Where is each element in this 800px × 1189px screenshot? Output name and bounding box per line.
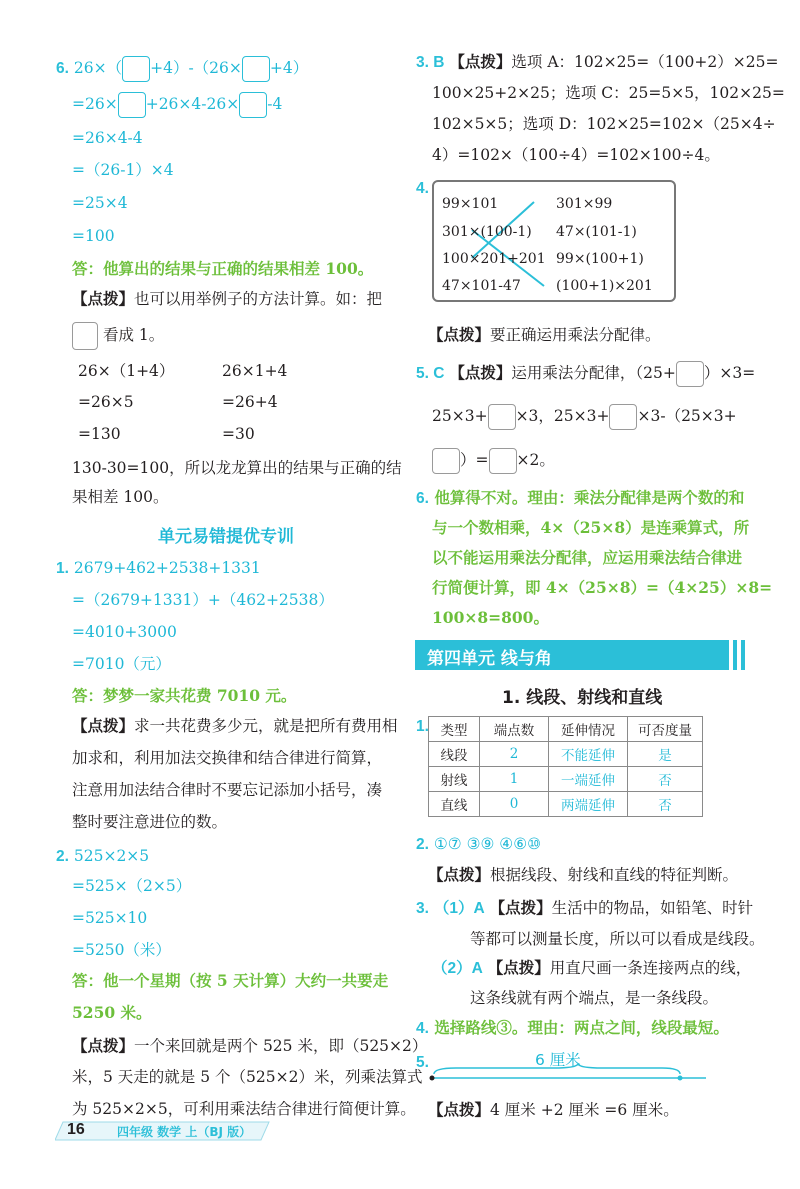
example-a-line2: =26×5: [78, 393, 134, 411]
q6-line1: 6. 26×（ +4）-（26× +4）: [56, 56, 308, 82]
r-t2-line: 2. ①⑦ ③⑨ ④⑥⑩: [416, 835, 541, 853]
e2-line4: =5250（米）: [72, 941, 171, 959]
r-t5-tip: 【点拨】4 厘米 +2 厘米 =6 厘米。: [428, 1100, 679, 1119]
segment-diagram: [426, 1064, 716, 1088]
q6-answer: 答：他算出的结果与正确的结果相差 100。: [72, 259, 374, 278]
table-header: 类型: [429, 717, 480, 742]
e1-tip-line4: 整时要注意进位的数。: [72, 813, 228, 831]
q6-line3: =26×4-4: [72, 129, 143, 147]
q6-conclusion-line2: 果相差 100。: [72, 488, 169, 506]
question-number: 3. B: [416, 54, 445, 71]
blank-box: [489, 448, 517, 474]
r-q6-line5: 100×8=800。: [432, 608, 549, 627]
question-number: 1.: [416, 718, 429, 735]
e2-tip-line2: 米，5 天走的就是 5 个（525×2）米，列乘法算式: [72, 1068, 423, 1086]
question-number: 4.: [416, 180, 429, 197]
question-number: 5.: [416, 1054, 429, 1071]
question-number: 2.: [416, 836, 429, 853]
blank-box: [239, 92, 267, 118]
r-q3-line2: 100×25+2×25；选项 C：25=5×5，102×25=: [432, 84, 785, 102]
r-q6-line2: 与一个数相乘，4×（25×8）是连乘算式，所: [432, 518, 750, 537]
q6-tip: 【点拨】也可以用举例子的方法计算。如：把: [72, 289, 383, 308]
blank-box: [432, 448, 460, 474]
section-title: 单元易错提优专训: [158, 527, 294, 547]
e2-answer-line1: 答：他一个星期（按 5 天计算）大约一共要走: [72, 971, 389, 990]
blank-box: [72, 322, 98, 350]
r-t3-p2: （2）A 【点拨】用直尺画一条连接两点的线，: [432, 958, 752, 977]
q6-conclusion-line1: 130-30=100，所以龙龙算出的结果与正确的结: [72, 459, 402, 477]
table-row: 直线 0 两端延伸 否: [429, 792, 703, 817]
blank-box: [118, 92, 146, 118]
table-header: 延伸情况: [549, 717, 628, 742]
book-title: 四年级 数学 上（BJ 版）: [117, 1125, 252, 1139]
line-type-table: [428, 716, 703, 817]
example-a-line3: =130: [78, 425, 121, 443]
e2-line3: =525×10: [72, 909, 148, 927]
r-q3-line4: 4）=102×（100÷4）=102×100÷4。: [432, 146, 720, 164]
question-number: 3.: [416, 900, 429, 917]
r-q6-line3: 以不能运用乘法分配律，应运用乘法结合律进: [432, 548, 743, 567]
r-q6-line1: 6. 他算得不对。理由：乘法分配律是两个数的和: [416, 488, 745, 507]
question-number: 5. C: [416, 365, 445, 382]
brace-label: 6 厘米: [535, 1051, 581, 1069]
r-t3-p1-line2: 等都可以测量长度，所以可以看成是线段。: [470, 930, 765, 948]
q6-line2: =26× +26×4-26× -4: [72, 92, 282, 118]
example-b-line3: =30: [222, 425, 255, 443]
match-left-item: 301×(100-1): [442, 224, 532, 240]
table-row: 射线 1 一端延伸 否: [429, 767, 703, 792]
r-t2-tip: 【点拨】根据线段、射线和直线的特征判断。: [428, 865, 739, 884]
e1-tip-line3: 注意用加法结合律时不要忘记添加小括号，凑: [72, 781, 383, 799]
match-left-item: 99×101: [442, 196, 499, 212]
example-b-line2: =26+4: [222, 393, 278, 411]
r-q4-label: [416, 178, 429, 199]
match-left-item: 100×201+201: [442, 251, 546, 267]
example-b-line1: 26×1+4: [222, 362, 288, 380]
table-header: 端点数: [480, 717, 549, 742]
question-number: 2.: [56, 848, 69, 865]
blank-box: [488, 404, 516, 430]
question-number: 1.: [56, 560, 69, 577]
r-q4-tip: 【点拨】要正确运用乘法分配律。: [428, 325, 661, 344]
match-right-item: 301×99: [556, 196, 613, 212]
table-row: 线段 2 不能延伸 是: [429, 742, 703, 767]
r-t3-p2-line2: 这条线就有两个端点，是一条线段。: [470, 989, 719, 1007]
blank-box: [122, 56, 150, 82]
e2-answer-line2: 5250 米。: [72, 1003, 152, 1022]
match-right-item: 99×(100+1): [556, 251, 644, 267]
r-t1-label: [416, 716, 429, 737]
e1-tip-line2: 加求和，利用加法交换律和结合律进行简算，: [72, 749, 383, 767]
r-t4-line: 4. 选择路线③。理由：两点之间，线段最短。: [416, 1018, 729, 1037]
r-q3-line3: 102×5×5；选项 D：102×25=102×（25×4÷: [432, 115, 776, 133]
e1-line2: =（2679+1331）+（462+2538）: [72, 591, 334, 609]
e2-tip-line3: 为 525×2×5，可利用乘法结合律进行简便计算。: [72, 1100, 416, 1118]
q6-line5: =25×4: [72, 194, 128, 212]
question-number: 6.: [56, 60, 69, 77]
e2-tip: 【点拨】一个来回就是两个 525 米，即（525×2）: [72, 1036, 428, 1055]
unit-title: 第四单元 线与角: [427, 649, 552, 669]
unit-title-bar: [415, 640, 745, 670]
match-left-item: 47×101-47: [442, 278, 521, 294]
e2-line1: 2. 525×2×5: [56, 847, 150, 865]
r-q5-line3: ）= ×2。: [432, 448, 555, 474]
table-header: 可否度量: [628, 717, 703, 742]
e1-line3: =4010+3000: [72, 623, 177, 641]
blank-box: [609, 404, 637, 430]
e1-answer: 答：梦梦一家共花费 7010 元。: [72, 686, 297, 705]
match-right-item: 47×(101-1): [556, 224, 637, 240]
e1-tip: 【点拨】求一共花费多少元，就是把所有费用相: [72, 716, 398, 735]
lesson-title: 1. 线段、射线和直线: [502, 688, 663, 708]
match-right-item: (100+1)×201: [556, 278, 653, 294]
r-t3-p1: 3. （1）A 【点拨】生活中的物品，如铅笔、时针: [416, 898, 754, 917]
r-q6-line4: 行简便计算，即 4×（25×8）=（4×25）×8=: [432, 578, 773, 597]
page-number: 16: [67, 1121, 85, 1138]
matching-frame: [432, 180, 676, 302]
e1-line4: =7010（元）: [72, 655, 171, 673]
question-number: 4.: [416, 1020, 429, 1037]
e2-line2: =525×（2×5）: [72, 877, 192, 895]
r-q5-line2: 25×3+ ×3，25×3+ ×3-（25×3+: [432, 404, 737, 430]
q6-tip-line2: 看成 1。: [72, 322, 164, 350]
r-q5-line1: 5. C 【点拨】运用乘法分配律，（25+ ）×3=: [416, 361, 755, 387]
q6-line6: =100: [72, 227, 115, 245]
question-number: 6.: [416, 490, 429, 507]
q6-line4: =（26-1）×4: [72, 161, 174, 179]
r-q3-line1: 3. B 【点拨】选项 A：102×25=（100+2）×25=: [416, 52, 779, 71]
blank-box: [676, 361, 704, 387]
page-footer: [55, 1120, 275, 1142]
blank-box: [242, 56, 270, 82]
example-a-line1: 26×（1+4）: [78, 362, 175, 380]
table-header-row: [429, 717, 703, 742]
e1-line1: 1. 2679+462+2538+1331: [56, 559, 261, 577]
